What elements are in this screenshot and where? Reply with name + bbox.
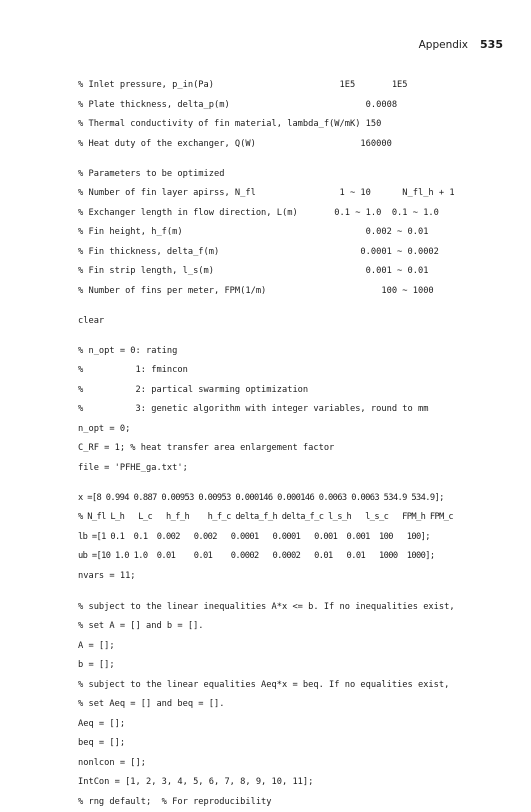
code-block-options <box>78 342 518 479</box>
code-line: % 1: fmincon <box>78 361 518 381</box>
code-line: % subject to the linear equalities Aeq*x = beq. If no equalities exist, <box>78 676 518 696</box>
code-line: % 3: genetic algorithm with integer variables, round to mm <box>78 400 518 420</box>
code-line: % Parameters to be optimized <box>78 165 518 185</box>
code-line: % Fin strip length, l_s(m) 0.001 ~ 0.01 <box>78 262 518 282</box>
code-line: file = 'PFHE_ga.txt'; <box>78 459 518 479</box>
code-line: % rng default; % For reproducibility <box>78 793 518 812</box>
code-block-optimized-parameters <box>78 165 518 302</box>
page-number: 535 <box>480 38 503 51</box>
code-line: IntCon = [1, 2, 3, 4, 5, 6, 7, 8, 9, 10, 11]; <box>78 773 518 793</box>
code-line: A = []; <box>78 637 518 657</box>
code-line: % set A = [] and b = []. <box>78 617 518 637</box>
code-line: % n_opt = 0: rating <box>78 342 518 362</box>
code-line: % Inlet pressure, p_in(Pa) 1E5 1E5 <box>78 76 518 96</box>
running-header <box>419 38 503 51</box>
code-line: C_RF = 1; % heat transfer area enlargement factor <box>78 439 518 459</box>
code-line: % Number of fin layer apirss, N_fl 1 ~ 10 N_fl_h + 1 <box>78 184 518 204</box>
code-line: % Heat duty of the exchanger, Q(W) 160000 <box>78 135 518 155</box>
code-line: % Number of fins per meter, FPM(1/m) 100 ~ 1000 <box>78 282 518 302</box>
code-line: lb =[1 0.1 0.1 0.002 0.002 0.0001 0.0001 0.001 0.001 100 100]; <box>78 528 518 548</box>
code-line: % Exchanger length in flow direction, L(m) 0.1 ~ 1.0 0.1 ~ 1.0 <box>78 204 518 224</box>
code-line: x =[8 0.994 0.887 0.00953 0.00953 0.000146 0.000146 0.0063 0.0063 534.9 534.9]; <box>78 489 518 509</box>
code-line: beq = []; <box>78 734 518 754</box>
code-line: nvars = 11; <box>78 567 518 587</box>
code-block-bounds <box>78 489 518 587</box>
code-line: b = []; <box>78 656 518 676</box>
code-line: % Thermal conductivity of fin material, lambda_f(W/mK) 150 <box>78 115 518 135</box>
code-line: ub =[10 1.0 1.0 0.01 0.01 0.0002 0.0002 0.01 0.01 1000 1000]; <box>78 547 518 567</box>
code-line: % N_fl L_h L_c h_f_h h_f_c delta_f_h delta_f_c l_s_h l_s_c FPM_h FPM_c <box>78 508 518 528</box>
section-label: Appendix <box>419 39 468 51</box>
code-line: clear <box>78 312 518 332</box>
code-line: % set Aeq = [] and beq = []. <box>78 695 518 715</box>
code-block-fixed-parameters <box>78 76 518 154</box>
code-block-clear <box>78 312 518 332</box>
code-line: % subject to the linear inequalities A*x <= b. If no inequalities exist, <box>78 598 518 618</box>
code-block-constraints <box>78 598 518 812</box>
code-line: % 2: partical swarming optimization <box>78 381 518 401</box>
code-line: n_opt = 0; <box>78 420 518 440</box>
code-line: % Plate thickness, delta_p(m) 0.0008 <box>78 96 518 116</box>
code-line: % Fin thickness, delta_f(m) 0.0001 ~ 0.0002 <box>78 243 518 263</box>
code-line: nonlcon = []; <box>78 754 518 774</box>
code-line: Aeq = []; <box>78 715 518 735</box>
code-listing <box>78 76 518 812</box>
code-line: % Fin height, h_f(m) 0.002 ~ 0.01 <box>78 223 518 243</box>
